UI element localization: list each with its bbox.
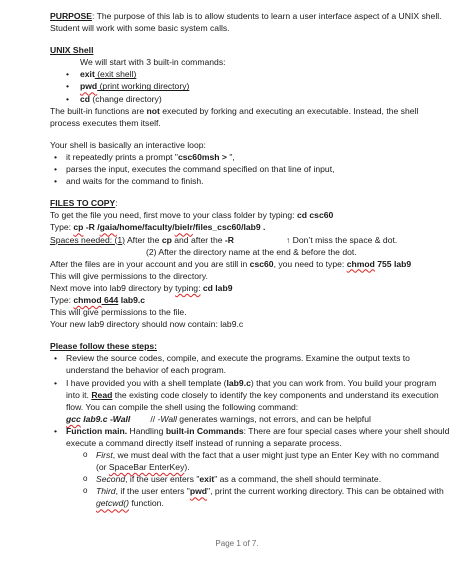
loop-list [50, 151, 450, 187]
files-line: Type: chmod 644 lab9.c [50, 294, 146, 305]
unix-shell-heading: UNIX Shell [50, 45, 94, 56]
command-name: pwd [80, 81, 98, 92]
list-item: • Review the source codes, compile, and execute the programs. Examine the output texts to understand the behavior of each program. [50, 352, 450, 376]
command-desc: (exit shell) [94, 69, 137, 80]
document-body [50, 10, 450, 510]
files-line: To get the file you need, first move to your class folder by typing: cd csc60 [50, 210, 334, 221]
list-item: o Second, if the user enters "exit" as a command, the shell should terminate. [50, 473, 450, 485]
files-line: (2) After the directory name at the end & before the dot. [146, 246, 357, 257]
up-arrow-icon: ↑ [285, 234, 291, 245]
command-desc: (change directory) [90, 93, 162, 104]
steps-list [50, 352, 450, 449]
page-number: Page 1 of 7. [215, 539, 259, 548]
command-desc: (print working directory) [97, 81, 190, 92]
list-item: • Function main. Handling built-in Commands: There are four special cases where your shell should execute a command directly itself instead of running a separate process. [50, 425, 450, 449]
purpose-paragraph [50, 10, 450, 34]
list-item: • I have provided you with a shell template (lab9.c) that you can work from. You build your program into it. Read the existing code closely to identify the key components and understand its execution flow. You can compile the shell using the following command: gcc lab9.c -Wall // -Wall generates warnings, not errors, and can be helpful [50, 377, 450, 425]
list-item [50, 93, 450, 105]
special-cases-list [50, 449, 450, 509]
builtin-note: The built-in functions are not executed by forking and executing an executable. Instead, the shell process executes them itself. [50, 105, 419, 128]
list-item [50, 68, 450, 80]
files-line: This will give permissions to the directory. [50, 270, 208, 281]
command-name: exit [80, 69, 95, 80]
list-item: • and waits for the command to finish. [50, 175, 450, 187]
list-item: • parses the input, executes the command specified on that line of input, [50, 163, 450, 175]
list-item [50, 80, 450, 92]
unix-shell-intro: We will start with 3 built-in commands: [80, 57, 226, 68]
builtin-commands-list [50, 68, 450, 104]
files-line: Spaces needed: (1) After the cp and after the -R ↑ Don’t miss the space & dot. [50, 234, 398, 245]
loop-intro: Your shell is basically an interactive loop: [50, 139, 206, 150]
list-item: • it repeatedly prints a prompt "csc60msh > ", [50, 151, 450, 163]
files-line: Your new lab9 directory should now contain: lab9.c [50, 319, 244, 330]
list-item: o First, we must deal with the fact that a user might just type an Enter Key with no command (or SpaceBar EnterKey). [50, 449, 450, 473]
command-name: cd [80, 93, 91, 104]
purpose-label: PURPOSE [50, 11, 93, 21]
files-line: Type: cp -R /gaia/home/faculty/bielr/files_csc60/lab9 . [50, 222, 266, 233]
files-line: This will give permissions to the file. [50, 307, 187, 318]
list-item: o Third, if the user enters "pwd", print the current working directory. This can be obtained with getcwd() function. [50, 485, 450, 509]
purpose-text: : The purpose of this lab is to allow students to learn a user interface aspect of a UNIX shell. Student will work with some basic system calls. [50, 11, 442, 34]
files-line: Next move into lab9 directory by typing: cd lab9 [50, 282, 233, 293]
steps-heading: Please follow these steps: [50, 341, 157, 352]
files-line: After the files are in your account and you are still in csc60, you need to type: chmod 755 lab9 [50, 258, 412, 269]
files-heading: FILES TO COPY: [50, 198, 118, 209]
